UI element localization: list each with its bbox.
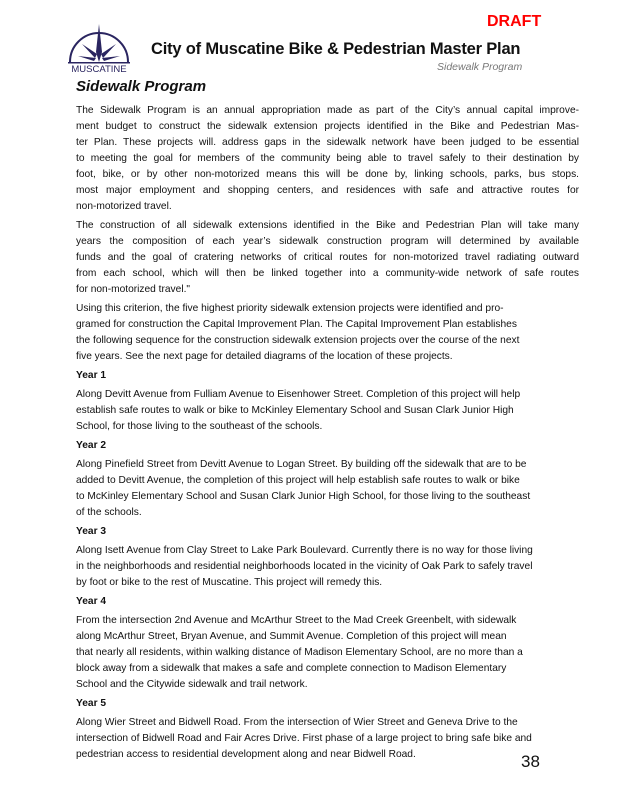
text-line: to McKinley Elementary School and Susan Clark Junior High School, for those living to the southeast [76,491,531,502]
text-line: the following sequence for the construction sidewalk extension projects over the course of the next [76,335,520,346]
year-heading: Year 5 [76,698,107,709]
text-line: The Sidewalk Program is an annual appropriation made as part of the City’s annual capital improve- [76,105,579,116]
year-description [76,457,579,521]
paragraph [76,103,579,215]
text-line: The construction of all sidewalk extensions identified in the Bike and Pedestrian Plan will take many [76,220,579,231]
year-description [76,387,579,435]
text-line: for non-motorized travel." [76,284,191,295]
paragraph [76,301,579,365]
text-line: foot, bike, or by other non-motorized means this will be done by, linking schools, parks, bus stops. [76,169,579,180]
text-line: most major employment and shopping centers, and residences with safe and attractive routes for [76,185,579,196]
text-line: gramed for construction the Capital Improvement Plan. The Capital Improvement Plan establishes [76,319,517,330]
text-line: along McArthur Street, Bryan Avenue, and Summit Avenue. Completion of this project will mean [76,631,507,642]
text-line: block away from a sidewalk that makes a safe and complete connection to Madison Elementary [76,663,507,674]
svg-text:MUSCATINE: MUSCATINE [71,64,127,74]
year-heading: Year 4 [76,596,107,607]
text-line: of the schools. [76,507,142,518]
text-line: by foot or bike to the rest of Muscatine. This project will remedy this. [76,577,383,588]
text-line: School and the Citywide sidewalk and trail network. [76,679,308,690]
year-description [76,543,579,591]
muscatine-logo [64,22,134,74]
text-line: Along Devitt Avenue from Fulliam Avenue to Eisenhower Street. Completion of this project will help [76,389,521,400]
text-line: ment budget to construct the sidewalk extension projects identified in the Bike and Pedestrian Mas- [76,121,579,132]
text-line: Using this criterion, the five highest priority sidewalk extension projects were identified and pro- [76,303,504,314]
text-line: that nearly all residents, within walking distance of Madison Elementary School, are no more than a [76,647,523,658]
year-heading: Year 2 [76,440,107,451]
text-line: Along Pinefield Street from Devitt Avenue to Logan Street. By building off the sidewalk that are to be [76,459,527,470]
text-line: in the neighborhoods and residential neighborhoods located in the vicinity of Oak Park to safely travel [76,561,533,572]
text-line: non-motorized travel. [76,201,172,212]
text-line: Along Wier Street and Bidwell Road. From the intersection of Wier Street and Geneva Drive to the [76,717,518,728]
page-number: 38 [521,752,540,771]
text-line: ter Plan. These projects will. address gaps in the sidewalk network have been judged to be essential [76,137,579,148]
text-line: pedestrian access to residential development along and near Bidwell Road. [76,749,416,760]
text-line: from each school, which will then be linked together into a community-wide network of safe routes [76,268,579,279]
text-line: funds and the goal of cratering networks of critical routes for non-motorized travel radiating outward [76,252,579,263]
section-title: Sidewalk Program [76,78,207,95]
year-heading: Year 3 [76,526,107,537]
document-subtitle: Sidewalk Program [437,61,523,73]
draft-label: DRAFT [487,13,542,30]
text-line: establish safe routes to walk or bike to McKinley Elementary School and Susan Clark Junior High [76,405,514,416]
text-line: added to Devitt Avenue, the completion of this project will help establish safe routes to walk or bike [76,475,520,486]
text-line: Along Isett Avenue from Clay Street to Lake Park Boulevard. Currently there is no way for those living [76,545,533,556]
text-line: years the composition of each year’s sidewalk construction program will determined by available [76,236,579,247]
text-line: to meeting the goal for members of the community being able to travel safely to their destination by [76,153,579,164]
year-heading: Year 1 [76,370,107,381]
document-body [76,103,579,766]
text-line: From the intersection 2nd Avenue and McArthur Street to the Mad Creek Greenbelt, with sidewalk [76,615,517,626]
text-line: five years. See the next page for detailed diagrams of the location of these projects. [76,351,453,362]
text-line: School, for those living to the southeast of the schools. [76,421,323,432]
year-description [76,715,579,763]
year-description [76,613,579,693]
text-line: intersection of Bidwell Road and Fair Acres Drive. First phase of a large project to bring safe bike and [76,733,532,744]
document-title: City of Muscatine Bike & Pedestrian Master Plan [151,40,521,58]
paragraph [76,218,579,298]
